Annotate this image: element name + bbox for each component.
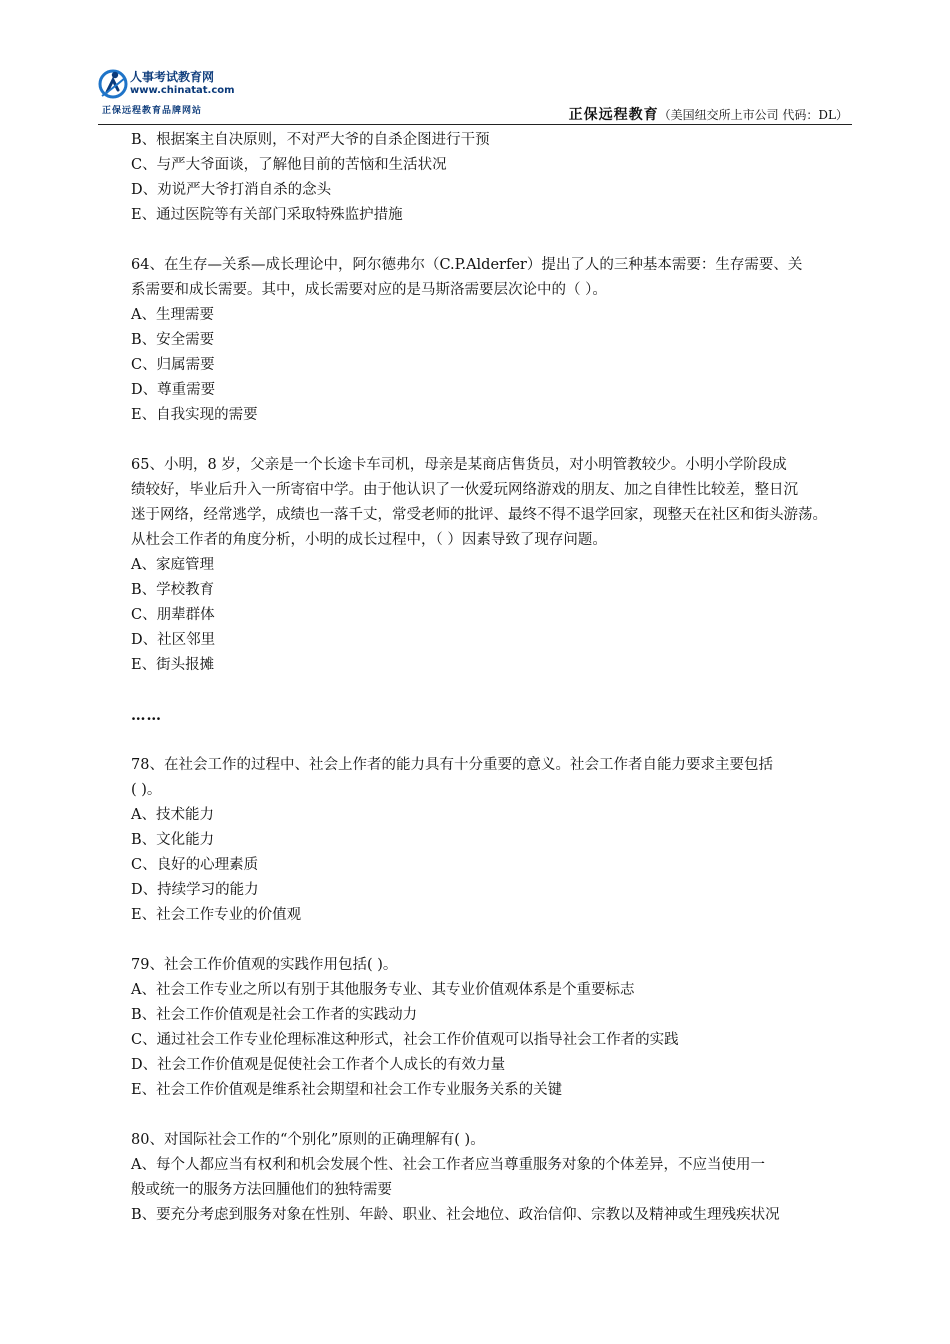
logo-url[interactable]: www.chinatat.com	[130, 85, 235, 96]
question-text: 79、社会工作价值观的实践作用包括( )。	[131, 957, 398, 973]
option-a: A、社会工作专业之所以有别于其他服务专业、其专业价值观体系是个重要标志	[131, 982, 635, 998]
question-text: ( )。	[131, 782, 162, 798]
option-c: C、通过社会工作专业伦理标准这种形式，社会工作价值观可以指导社会工作者的实践	[131, 1032, 679, 1048]
header-brand: 正保远程教育	[568, 107, 659, 123]
question-text: 系需要和成长需要。其中，成长需要对应的是马斯洛需要层次论中的（ ）。	[131, 282, 607, 298]
logo-emblem-icon	[98, 68, 128, 102]
option-d: D、社会工作价值观是促使社会工作者个人成长的有效力量	[131, 1057, 506, 1073]
option-a: A、技术能力	[131, 807, 214, 823]
option-d: D、持续学习的能力	[131, 882, 259, 898]
logo-title: 人事考试教育网	[130, 70, 215, 84]
option-e: E、社会工作价值观是维系社会期望和社会工作专业服务关系的关键	[131, 1082, 563, 1098]
option-b: B、社会工作价值观是社会工作者的实践动力	[131, 1007, 418, 1023]
option-b: B、根据案主自决原则，不对严大爷的自杀企图进行干预	[131, 132, 490, 148]
question-text: 78、在社会工作的过程中、社会上作者的能力具有十分重要的意义。社会工作者自能力要求主要包括	[131, 757, 773, 773]
header-brand-note: （美国纽交所上市公司 代码：DL）	[658, 108, 848, 122]
option-c: C、良好的心理素质	[131, 857, 259, 873]
question-text: 绩较好，毕业后升入一所寄宿中学。由于他认识了一伙爱玩网络游戏的朋友、加之自律性比较差，整日沉	[131, 482, 798, 498]
option-c: C、与严大爷面谈，了解他目前的苦恼和生活状况	[131, 157, 447, 173]
option-c: C、朋辈群体	[131, 607, 215, 623]
header-brand-line	[569, 104, 848, 124]
question-text: 从杜会工作者的角度分析，小明的成长过程中，（ ）因素导致了现存问题。	[131, 532, 607, 548]
option-e: E、社会工作专业的价值观	[131, 907, 302, 923]
question-65	[131, 453, 856, 678]
option-b: B、要充分考虑到服务对象在性别、年龄、职业、社会地位、政治信仰、宗教以及精神或生理残疾状况	[131, 1207, 780, 1223]
option-a: A、生理需要	[131, 307, 214, 323]
option-a: A、家庭管理	[131, 557, 214, 573]
question-78	[131, 753, 856, 928]
option-b: B、文化能力	[131, 832, 215, 848]
logo-slogan: 正保远程教育品牌网站	[102, 106, 203, 116]
option-e: E、街头报摊	[131, 657, 215, 673]
question-text: 65、小明，8 岁，父亲是一个长途卡车司机，母亲是某商店售货员，对小明管教较少。小明小学阶段成	[131, 457, 787, 473]
question-80	[131, 1128, 856, 1228]
option-b: B、学校教育	[131, 582, 215, 598]
option-e: E、通过医院等有关部门采取特殊监护措施	[131, 207, 403, 223]
prev-question-options	[131, 128, 856, 228]
question-text: 迷于网络，经常逃学，成绩也一落千丈，常受老师的批评、最终不得不退学回家，现整天在社区和街头游荡。	[131, 507, 827, 523]
omitted-questions-ellipsis: ……	[131, 707, 162, 724]
page-header	[98, 66, 852, 126]
option-d: D、劝说严大爷打消自杀的念头	[131, 182, 332, 198]
question-64	[131, 253, 856, 428]
site-logo[interactable]	[98, 66, 248, 118]
header-divider	[98, 124, 852, 125]
option-d: D、社区邻里	[131, 632, 216, 648]
option-c: C、归属需要	[131, 357, 215, 373]
option-d: D、尊重需要	[131, 382, 216, 398]
document-body	[131, 128, 856, 1228]
question-79	[131, 953, 856, 1103]
option-e: E、自我实现的需要	[131, 407, 258, 423]
question-text: 64、在生存—关系—成长理论中，阿尔德弗尔（C.P.Alderfer）提出了人的三种基本需要：生存需要、关	[131, 257, 803, 273]
option-b: B、安全需要	[131, 332, 215, 348]
question-text: 80、对国际社会工作的“个别化”原则的正确理解有( )。	[131, 1132, 485, 1148]
option-a: A、每个人都应当有权利和机会发展个性、社会工作者应当尊重服务对象的个体差异，不应当使用一	[131, 1157, 765, 1173]
option-a-continued: 般或统一的服务方法回腫他们的独特需要	[131, 1182, 392, 1198]
